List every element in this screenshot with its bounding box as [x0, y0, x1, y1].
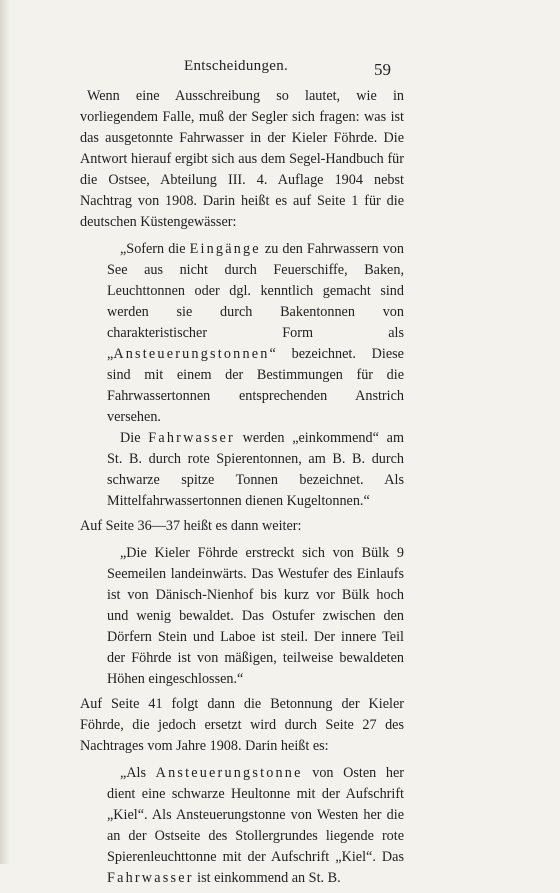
quote-kieler-foehrde	[107, 543, 404, 690]
quote-text: Die	[120, 430, 149, 446]
quote-paragraph-eingaenge	[107, 239, 404, 428]
quote-text: zu den Fahrwassern von See aus nicht durch Feuerschiffe, Baken, Leuchttonnen oder dgl. kenntlich gemacht sind werden sie durch Bakentonnen von charakteristischer Form als „	[107, 241, 404, 362]
paragraph-seite-36-37: Auf Seite 36—37 heißt es dann weiter:	[80, 518, 302, 534]
quote-text: ist einkommend an St. B.	[193, 870, 341, 886]
page-body	[80, 86, 404, 893]
quote-text: „Als	[120, 765, 156, 781]
quote-text: „Sofern die	[120, 241, 190, 257]
running-header	[0, 58, 560, 80]
quote-nachtrag-1908	[107, 763, 404, 889]
page-number: 59	[374, 60, 391, 79]
emphasis-fahrwasser: Fahrwasser	[148, 430, 235, 446]
quote-paragraph-ansteuerung	[107, 763, 404, 889]
emphasis-ansteuerungstonne: Ansteuerungstonne	[155, 765, 303, 781]
quote-text: von Osten her dient eine schwarze Heultonne mit der Aufschrift „Kiel“. Als Ansteuerungstonne von Westen her die an der Ostseite des Stollergrundes liegende rote Spierenleuchttonne mit der Aufschrift „Kiel“. Das	[107, 765, 405, 865]
quote-segelhandbuch-seite-1	[107, 239, 404, 512]
emphasis-eingaenge: Eingänge	[189, 241, 261, 257]
paragraph-seite-41: Auf Seite 41 folgt dann die Betonnung der Kieler Föhrde, die jedoch ersetzt wird durch Seite 27 des Nachtrages vom Jahre 1908. Darin heißt es:	[80, 696, 404, 754]
quote-paragraph-fahrwasser	[107, 428, 404, 512]
emphasis-fahrwasser: Fahrwasser	[107, 870, 194, 886]
header-title: Entscheidungen.	[184, 58, 289, 74]
quote-paragraph-foehrde: „Die Kieler Föhrde erstreckt sich von Bülk 9 Seemeilen landeinwärts. Das Westufer des Einlaufs ist von Dänisch-Nienhof bis kurz vor Bülk hoch und wenig bewaldet. Das Ostufer zwischen den Dörfern Stein und Laboe ist steil. Der innere Teil der Föhrde ist von mäßigen, teilweise bewaldeten Höhen eingeschlossen.“	[107, 545, 404, 687]
emphasis-ansteuerungstonnen: Ansteuerungstonnen	[113, 346, 270, 362]
quote-text: “ bezeichnet. Diese sind mit einem der Bestimmungen für die Fahrwassertonnen entsprechenden Anstrich versehen.	[107, 346, 404, 425]
binding-shadow	[0, 0, 10, 864]
quote-text: werden „einkommend“ am St. B. durch rote Spierentonnen, am B. B. durch schwarze spitze Tonnen bezeichnet. Als Mittelfahrwassertonnen dienen Kugeltonnen.“	[107, 430, 404, 509]
paragraph-intro: Wenn eine Ausschreibung so lautet, wie in vorliegendem Falle, muß der Segler sich fragen: was ist das ausgetonnte Fahrwasser in der Kieler Föhrde. Die Antwort hierauf ergibt sich aus dem Segel-Handbuch für die Ostsee, Abteilung III. 4. Auflage 1904 nebst Nachtrag von 1908. Darin heißt es auf Seite 1 für die deutschen Küstengewässer:	[80, 88, 404, 230]
